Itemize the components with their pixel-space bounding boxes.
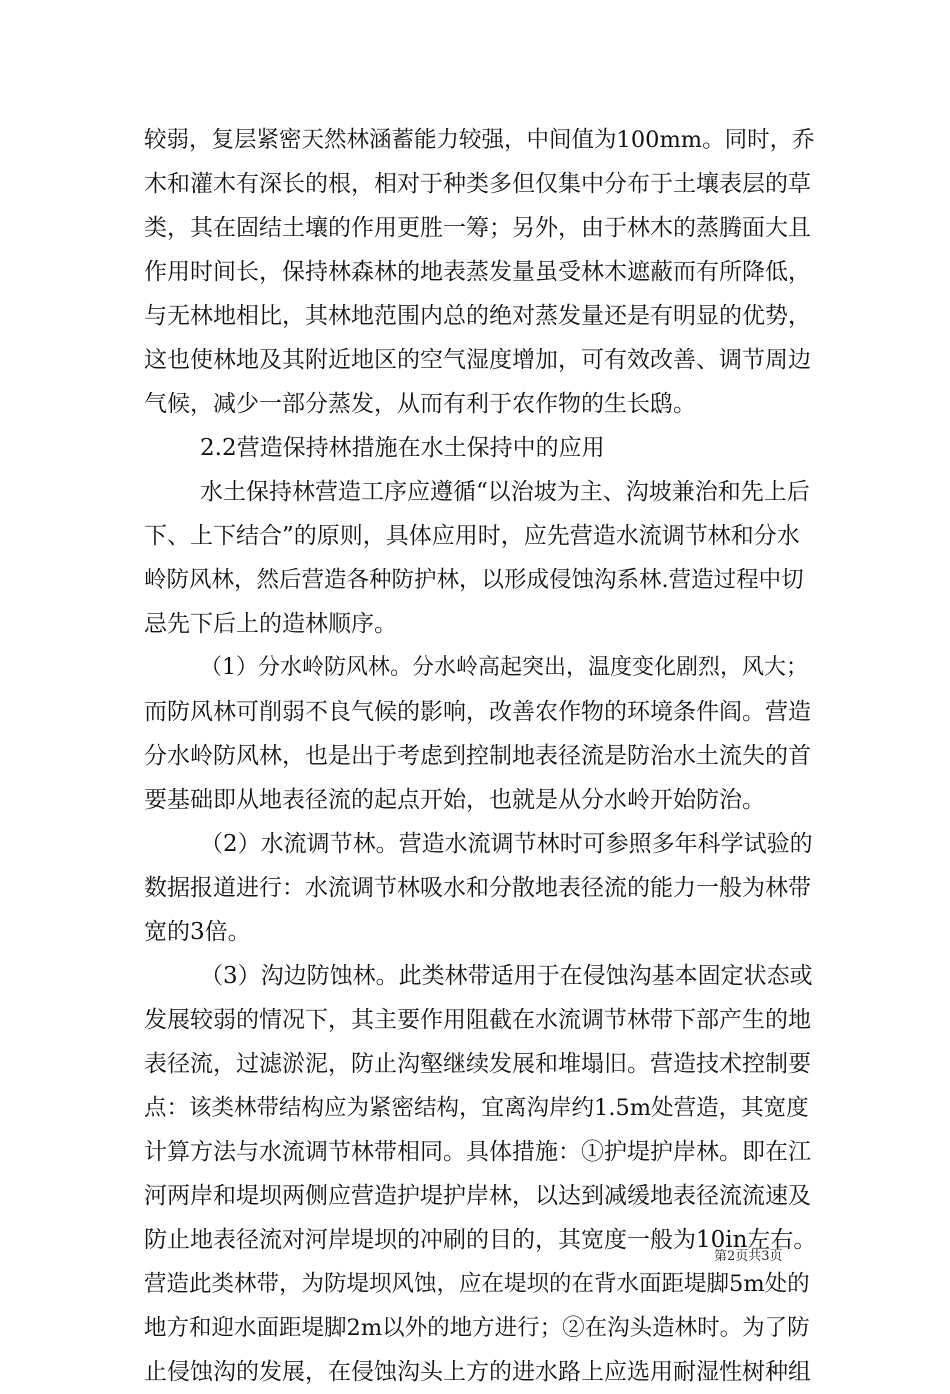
- section-heading: 2.2营造保持林措施在水土保持中的应用: [200, 435, 605, 461]
- text-line: 数据报道进行：水流调节林吸水和分散地表径流的能力一般为林带: [144, 875, 811, 901]
- text-line: 营造此类林带，为防堤坝风蚀，应在堤坝的在背水面距堤脚5m处的: [144, 1271, 810, 1297]
- page-number-footer: 第2页共3页: [714, 1249, 783, 1264]
- text-line: 而防风林可削弱不良气候的影响，改善农作物的环境条件阎。营造: [144, 699, 811, 725]
- text-line: 地方和迎水面距堤脚2m以外的地方进行；②在沟头造林时。为了防: [144, 1315, 810, 1341]
- text-line: 木和灌木有深长的根，相对于种类多但仅集中分布于土壤表层的草: [144, 171, 811, 197]
- text-line: 与无林地相比，其林地范围内总的绝对蒸发量还是有明显的优势，: [144, 303, 811, 329]
- text-line: 河两岸和堤坝两侧应营造护堤护岸林，以达到减缓地表径流流速及: [144, 1183, 811, 1209]
- text-line: 下、上下结合”的原则，具体应用时，应先营造水流调节林和分水: [144, 523, 800, 549]
- text-line: 这也使林地及其附近地区的空气湿度增加，可有效改善、调节周边: [144, 347, 811, 373]
- text-line: 较弱，复层紧密天然林涵蓄能力较强，中间值为100mm。同时，乔: [144, 127, 815, 153]
- paragraph-first-line: 水土保持林营造工序应遵循“以治坡为主、沟坡兼治和先上后: [200, 479, 810, 505]
- text-line: 类，其在固结土壤的作用更胜一筹；另外，由于林木的蒸腾面大且: [144, 215, 811, 241]
- text-line: 作用时间长，保持林森林的地表蒸发量虽受林木遮蔽而有所降低，: [144, 259, 811, 285]
- text-line: 发展较弱的情况下，其主要作用阻截在水流调节林带下部产生的地: [144, 1007, 811, 1033]
- paragraph-first-line: （1）分水岭防风林。分水岭高起突出，温度变化剧烈，风大；: [200, 655, 808, 680]
- text-line: 分水岭防风林，也是出于考虑到控制地表径流是防治水土流失的首: [144, 743, 811, 769]
- text-line: 止侵蚀沟的发展，在侵蚀沟头上方的进水路上应选用耐湿性树种组: [144, 1359, 811, 1385]
- text-line: 点：该类林带结构应为紧密结构，宜离沟岸约1.5m处营造，其宽度: [144, 1095, 809, 1121]
- text-line: 表径流，过滤淤泥，防止沟壑继续发展和堆塌旧。营造技术控制要: [144, 1051, 811, 1077]
- text-line: 气候，减少一部分蒸发，从而有利于农作物的生长鸱。: [144, 391, 696, 417]
- text-line: 要基础即从地表径流的起点开始，也就是从分水岭开始防治。: [144, 787, 765, 813]
- text-line: 防止地表径流对河岸堤坝的冲刷的目的，其宽度一般为10in左右。: [144, 1227, 817, 1253]
- text-line: 忌先下后上的造林顺序。: [144, 611, 397, 637]
- paragraph-first-line: （2）水流调节林。营造水流调节林时可参照多年科学试验的: [200, 831, 813, 857]
- paragraph-first-line: （3）沟边防蚀林。此类林带适用于在侵蚀沟基本固定状态或: [200, 963, 813, 989]
- text-line: 宽的3倍。: [144, 919, 251, 945]
- text-line: 计算方法与水流调节林带相同。具体措施：①护堤护岸林。即在江: [144, 1139, 811, 1165]
- text-line: 岭防风林，然后营造各种防护林，以形成侵蚀沟系林.营造过程中切: [144, 567, 804, 593]
